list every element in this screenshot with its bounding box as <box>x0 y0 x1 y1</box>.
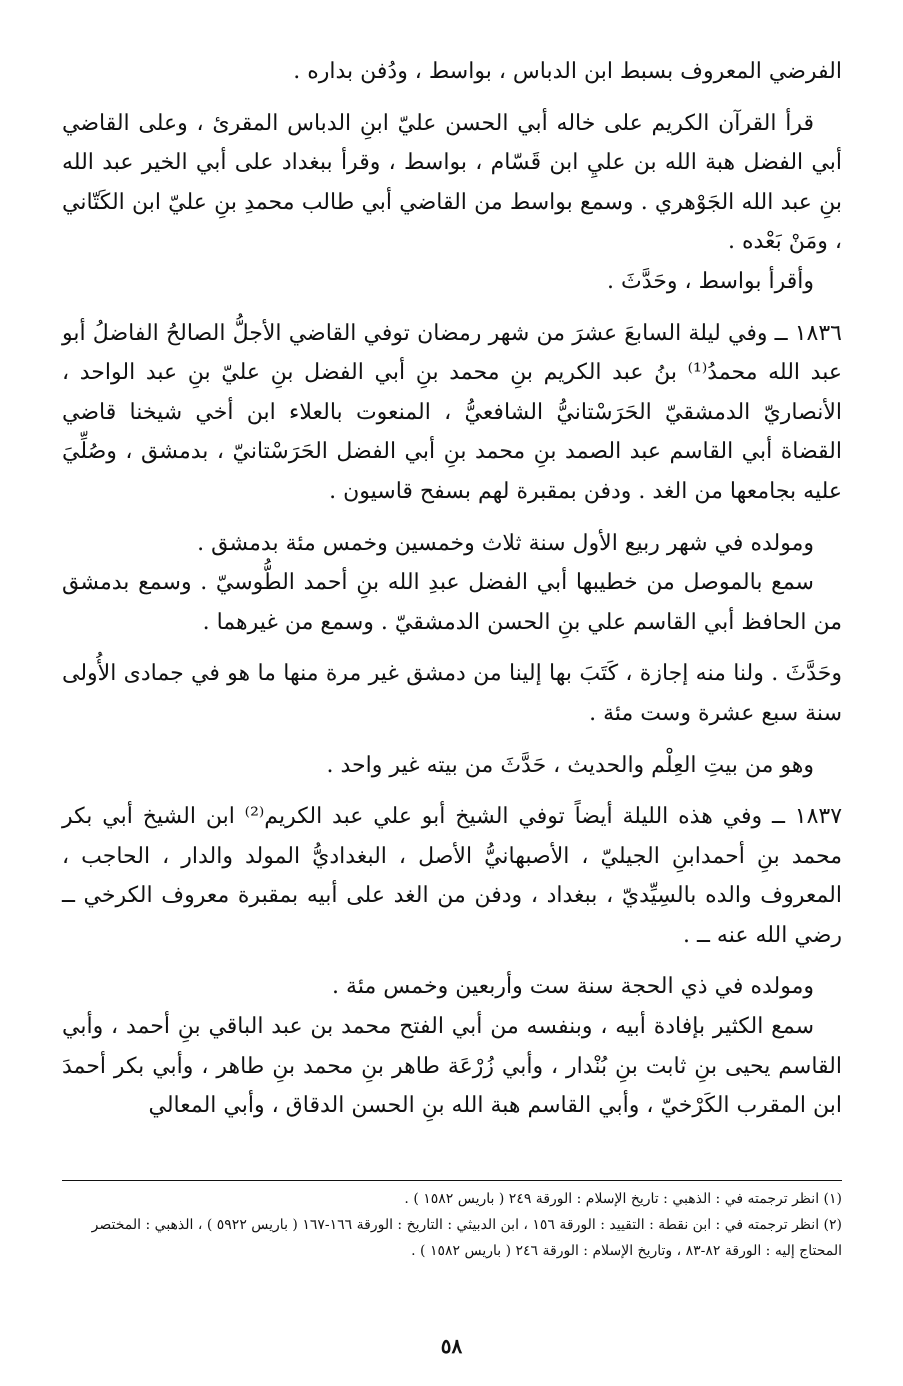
paragraph-readings: قرأ القرآن الكريم على خاله أبي الحسن عليّ ابنِ الدباس المقرئ ، وعلى القاضي أبي الفضل هبة الله بن عليِ ابن قَسّام ، بواسط ، وقرأ ببغداد على أبي الخير عبد الله بنِ عبد الله الجَوْهري . وسمع بواسط من القاضي أبي طالب محمدِ بنِ عليّ ابن الكَتّاني ، ومَنْ بَعْده . <box>62 110 842 255</box>
entry-1836: ١٨٣٦ ــ وفي ليلة السابعَ عشرَ من شهر رمضان توفي القاضي الأجلُّ الصالحُ الفاضلُ أبو عبد الله محمدُ⁽¹⁾ بنُ عبد الكريم بنِ محمد بنِ أبي الفضل بنِ عليّ بنِ عبد الواحد ، الأنصاريّ الدمشقيّ الحَرَسْتانيُّ الشافعيُّ ، المنعوت بالعلاء ابن أخي شيخنا قاضي القضاة أبي القاسم عبد الصمد بنِ محمد بنِ أبي الفضل الحَرَسْتانيّ ، بدمشق ، وصُلِّيَ عليه بجامعها من الغد . ودفن بمقبرة لهم بسفح قاسيون . <box>62 320 842 504</box>
paragraph-birth-1836: ومولده في شهر ربيع الأول سنة ثلاث وخمسين وخمس مئة بدمشق . <box>197 530 814 556</box>
page-body <box>62 52 842 1126</box>
paragraph-birth-1837: ومولده في ذي الحجة سنة ست وأربعين وخمس مئة . <box>332 974 814 1000</box>
paragraph-continuation: الفرضي المعروف بسبط ابن الدباس ، بواسط ، ودُفن بداره . <box>293 59 842 84</box>
paragraph-taught: وأقرأ بواسط ، وحَدَّثَ . <box>607 268 814 294</box>
footnote-divider <box>62 1180 842 1181</box>
paragraph-house: وهو من بيتِ العِلْم والحديث ، حَدَّثَ من بيته غير واحد . <box>326 752 814 778</box>
paragraph-ijaza: وحَدَّثَ . ولنا منه إجازة ، كَتَبَ بها إلينا من دمشق غير مرة منها ما هو في جمادى الأُولى سنة سبع عشرة وست مئة . <box>62 661 842 726</box>
footnote-2: (٢) انظر ترجمته في : ابن نقطة : التقييد : الورقة ١٥٦ ، ابن الدبيثي : التاريخ : الورقة ١٦٦-١٦٧ ( باريس ٥٩٢٢ ) ، الذهبي : المختصر المحتاج إليه : الورقة ٨٢-٨٣ ، وتاريخ الإسلام : الورقة ٢٤٦ ( باريس ١٥٨٢ ) . <box>91 1217 842 1259</box>
page-number: ٥٨ <box>440 1334 463 1358</box>
paragraph-heard-1836: سمع بالموصل من خطيبها أبي الفضل عبدِ الله بنِ أحمد الطُّوسيّ . وسمع بدمشق من الحافظ أبي القاسم علي بنِ الحسن الدمشقيّ . وسمع من غيرهما . <box>62 570 842 635</box>
paragraph-heard-1837: سمع الكثير بإفادة أبيه ، وبنفسه من أبي الفتح محمد بن عبد الباقي بنِ أحمد ، وأبي القاسم يحيى بنِ ثابت بنِ بُنْدار ، وأبي زُرْعَة طاهر بنِ محمد بنِ طاهر ، وأبي بكر أحمدَ ابن المقرب الكَرْخيّ ، وأبي القاسم هبة الله بنِ الحسن الدقاق ، وأبي المعالي <box>62 1014 842 1119</box>
footnote-1: (١) انظر ترجمته في : الذهبي : تاريخ الإسلام : الورقة ٢٤٩ ( باريس ١٥٨٢ ) . <box>404 1191 842 1207</box>
entry-1837: ١٨٣٧ ــ وفي هذه الليلة أيضاً توفي الشيخ أبو علي عبد الكريم⁽²⁾ ابن الشيخ أبي بكر محمد بنِ أحمدابنِ الجيليّ ، الأصبهانيُّ الأصل ، البغداديُّ المولد والدار ، الحاجب ، المعروف والده بالسِيِّديّ ، ببغداد ، ودفن من الغد على أبيه بمقبرة معروف الكرخي ــ رضي الله عنه ــ . <box>62 804 843 948</box>
footnotes <box>62 1186 842 1264</box>
